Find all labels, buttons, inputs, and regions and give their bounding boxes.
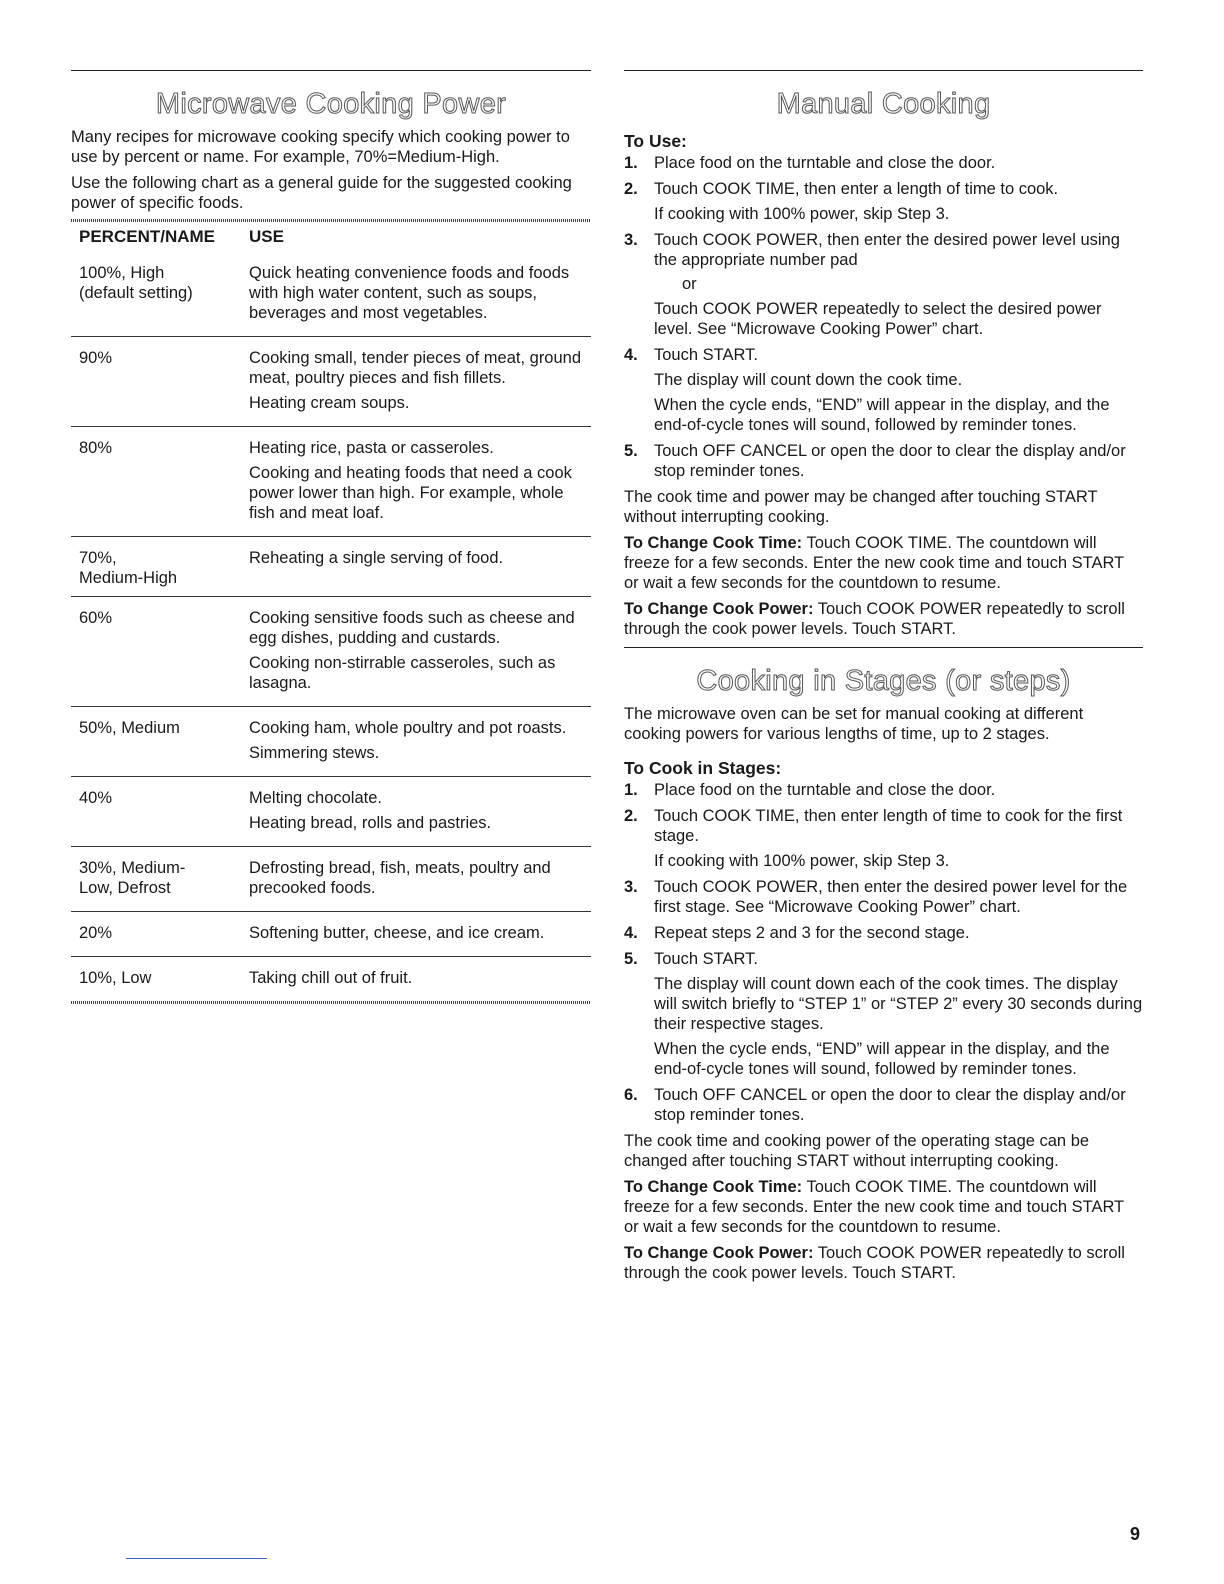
- left-column: [71, 70, 591, 1004]
- manual-note: The cook time and power may be changed after touching START without interrupting cooking.: [624, 488, 1098, 526]
- step-text: Touch COOK TIME, then enter a length of time to cook.: [654, 180, 1059, 198]
- power-level-name: 60%: [79, 609, 113, 627]
- step-number: 4.: [624, 346, 638, 364]
- power-use-cell: [241, 427, 591, 537]
- use-text: Defrosting bread, fish, meats, poultry and precooked foods.: [249, 859, 551, 897]
- step-item: [624, 230, 1143, 339]
- use-text: Softening butter, cheese, and ice cream.: [249, 924, 545, 942]
- step-item: [624, 923, 1143, 943]
- power-level-cell: [71, 427, 241, 537]
- power-level-cell: [71, 777, 241, 847]
- cooking-power-table: [71, 222, 591, 1001]
- stages-change-power: [624, 1243, 1143, 1283]
- table-row: [71, 847, 591, 912]
- power-level-name: 100%, High (default setting): [79, 264, 193, 302]
- step-subtext: When the cycle ends, “END” will appear in the display, and the end-of-cycle tones will sound, followed by reminder tones.: [654, 396, 1110, 434]
- step-item: [624, 949, 1143, 1079]
- table-row: [71, 777, 591, 847]
- table-bottom-rule: [71, 1001, 591, 1004]
- step-subtext: The display will count down the cook time.: [654, 371, 963, 389]
- step-number: 6.: [624, 1086, 638, 1104]
- step-subtext: If cooking with 100% power, skip Step 3.: [654, 852, 950, 870]
- change-time-text: Touch COOK TIME. The countdown will freeze for a few seconds. Enter the new cook time and touch START or wait a few seconds for the countdown to resume.: [624, 534, 1124, 592]
- power-use-cell: [241, 537, 591, 597]
- power-level-name: 10%, Low: [79, 969, 152, 987]
- column-header-use: USE: [249, 227, 284, 246]
- step-text: Touch START.: [654, 346, 758, 364]
- use-text: Cooking ham, whole poultry and pot roasts.: [249, 719, 567, 737]
- use-text: Heating bread, rolls and pastries.: [249, 814, 492, 832]
- manual-change-power: [624, 599, 1143, 639]
- stage-steps-list: [624, 780, 1143, 1125]
- change-time-label: To Change Cook Time:: [624, 1178, 803, 1196]
- step-item: [624, 780, 1143, 800]
- change-power-text: Touch COOK POWER repeatedly to scroll through the cook power levels. Touch START.: [624, 600, 1125, 638]
- step-subtext: Touch COOK POWER repeatedly to select the desired power level. See “Microwave Cooking Power” chart.: [654, 300, 1102, 338]
- top-rule: [624, 70, 1143, 71]
- table-row: [71, 957, 591, 1002]
- power-level-name: 40%: [79, 789, 113, 807]
- table-row: [71, 707, 591, 777]
- step-text: Touch OFF CANCEL or open the door to clear the display and/or stop reminder tones.: [654, 442, 1126, 480]
- use-text: Heating cream soups.: [249, 394, 410, 412]
- step-item: [624, 345, 1143, 435]
- power-level-cell: [71, 252, 241, 337]
- use-text: Taking chill out of fruit.: [249, 969, 413, 987]
- step-text: Touch OFF CANCEL or open the door to clear the display and/or stop reminder tones.: [654, 1086, 1126, 1124]
- power-level-cell: [71, 707, 241, 777]
- use-text: Cooking and heating foods that need a cook power lower than high. For example, whole fish and meat loaf.: [249, 464, 572, 522]
- table-row: [71, 427, 591, 537]
- step-number: 2.: [624, 807, 638, 825]
- step-text: Place food on the turntable and close the door.: [654, 154, 996, 172]
- use-text: Heating rice, pasta or casseroles.: [249, 439, 494, 457]
- step-item: [624, 441, 1143, 481]
- page-number: 9: [1130, 1524, 1141, 1544]
- right-column: [624, 70, 1143, 1289]
- change-power-text: Touch COOK POWER repeatedly to scroll through the cook power levels. Touch START.: [624, 1244, 1125, 1282]
- step-subtext: When the cycle ends, “END” will appear in the display, and the end-of-cycle tones will sound, followed by reminder tones.: [654, 1040, 1110, 1078]
- step-text: Touch START.: [654, 950, 758, 968]
- section-rule: [624, 647, 1143, 648]
- power-level-cell: [71, 537, 241, 597]
- power-level-cell: [71, 957, 241, 1002]
- step-text: Touch COOK TIME, then enter length of time to cook for the first stage.: [654, 807, 1123, 845]
- step-text: Touch COOK POWER, then enter the desired power level for the first stage. See “Microwave Cooking Power” chart.: [654, 878, 1128, 916]
- use-text: Simmering stews.: [249, 744, 380, 762]
- use-text: Cooking non-stirrable casseroles, such as lasagna.: [249, 654, 556, 692]
- step-item: [624, 806, 1143, 871]
- step-item: [624, 179, 1143, 224]
- stages-change-time: [624, 1177, 1143, 1237]
- intro-paragraph: Many recipes for microwave cooking specify which cooking power to use by percent or name. For example, 70%=Medium-High.: [71, 128, 570, 166]
- step-number: 1.: [624, 154, 638, 172]
- column-header-percent-name: PERCENT/NAME: [79, 227, 216, 246]
- section-heading-cooking-power: Microwave Cooking Power: [155, 88, 507, 120]
- manual-change-time: [624, 533, 1143, 593]
- step-number: 5.: [624, 950, 638, 968]
- step-item: [624, 1085, 1143, 1125]
- power-use-cell: [241, 252, 591, 337]
- change-power-label: To Change Cook Power:: [624, 600, 814, 618]
- power-level-cell: [71, 912, 241, 957]
- power-level-cell: [71, 597, 241, 707]
- step-text: Repeat steps 2 and 3 for the second stage.: [654, 924, 970, 942]
- step-item: [624, 877, 1143, 917]
- step-or: or: [682, 275, 697, 293]
- power-level-cell: [71, 847, 241, 912]
- table-row: [71, 597, 591, 707]
- to-use-label: To Use:: [624, 131, 687, 151]
- use-text: Melting chocolate.: [249, 789, 382, 807]
- manual-steps-list: [624, 153, 1143, 481]
- power-level-name: 20%: [79, 924, 113, 942]
- power-use-cell: [241, 777, 591, 847]
- step-subtext: The display will count down each of the cook times. The display will switch briefly to “STEP 1” or “STEP 2” every 30 seconds during their respective stages.: [654, 975, 1143, 1033]
- step-number: 3.: [624, 878, 638, 896]
- step-text: Touch COOK POWER, then enter the desired power level using the appropriate number pad: [654, 231, 1120, 269]
- change-time-label: To Change Cook Time:: [624, 534, 803, 552]
- use-text: Cooking small, tender pieces of meat, ground meat, poultry pieces and fish fillets.: [249, 349, 582, 387]
- power-level-name: 80%: [79, 439, 113, 457]
- top-rule: [71, 70, 591, 71]
- power-level-name: 70%, Medium-High: [79, 549, 178, 587]
- step-number: 4.: [624, 924, 638, 942]
- use-text: Quick heating convenience foods and foods with high water content, such as soups, beverages and most vegetables.: [249, 264, 570, 322]
- power-use-cell: [241, 847, 591, 912]
- use-text: Reheating a single serving of food.: [249, 549, 504, 567]
- section-heading-manual-cooking: Manual Cooking: [776, 88, 991, 120]
- step-number: 3.: [624, 231, 638, 249]
- power-level-name: 90%: [79, 349, 113, 367]
- change-time-text: Touch COOK TIME. The countdown will freeze for a few seconds. Enter the new cook time and touch START or wait a few seconds for the countdown to resume.: [624, 1178, 1124, 1236]
- step-number: 2.: [624, 180, 638, 198]
- power-use-cell: [241, 957, 591, 1002]
- table-row: [71, 337, 591, 427]
- step-number: 1.: [624, 781, 638, 799]
- table-row: [71, 537, 591, 597]
- power-level-name: 30%, Medium- Low, Defrost: [79, 859, 186, 897]
- power-use-cell: [241, 912, 591, 957]
- intro-paragraph: Use the following chart as a general guide for the suggested cooking power of specific foods.: [71, 174, 572, 212]
- power-level-cell: [71, 337, 241, 427]
- step-subtext: If cooking with 100% power, skip Step 3.: [654, 205, 950, 223]
- step-item: [624, 153, 1143, 173]
- table-row: [71, 252, 591, 337]
- table-row: [71, 912, 591, 957]
- power-use-cell: [241, 337, 591, 427]
- power-use-cell: [241, 597, 591, 707]
- power-use-cell: [241, 707, 591, 777]
- section-heading-cooking-in-stages: Cooking in Stages (or steps): [696, 665, 1071, 697]
- change-power-label: To Change Cook Power:: [624, 1244, 814, 1262]
- power-level-name: 50%, Medium: [79, 719, 180, 737]
- to-cook-in-stages-label: To Cook in Stages:: [624, 758, 782, 778]
- stages-intro: The microwave oven can be set for manual cooking at different cooking powers for various lengths of time, up to 2 stages.: [624, 705, 1084, 743]
- step-number: 5.: [624, 442, 638, 460]
- footer-link-line: [126, 1558, 267, 1559]
- step-text: Place food on the turntable and close the door.: [654, 781, 996, 799]
- stages-note: The cook time and cooking power of the operating stage can be changed after touching START without interrupting cooking.: [624, 1132, 1090, 1170]
- use-text: Cooking sensitive foods such as cheese and egg dishes, pudding and custards.: [249, 609, 575, 647]
